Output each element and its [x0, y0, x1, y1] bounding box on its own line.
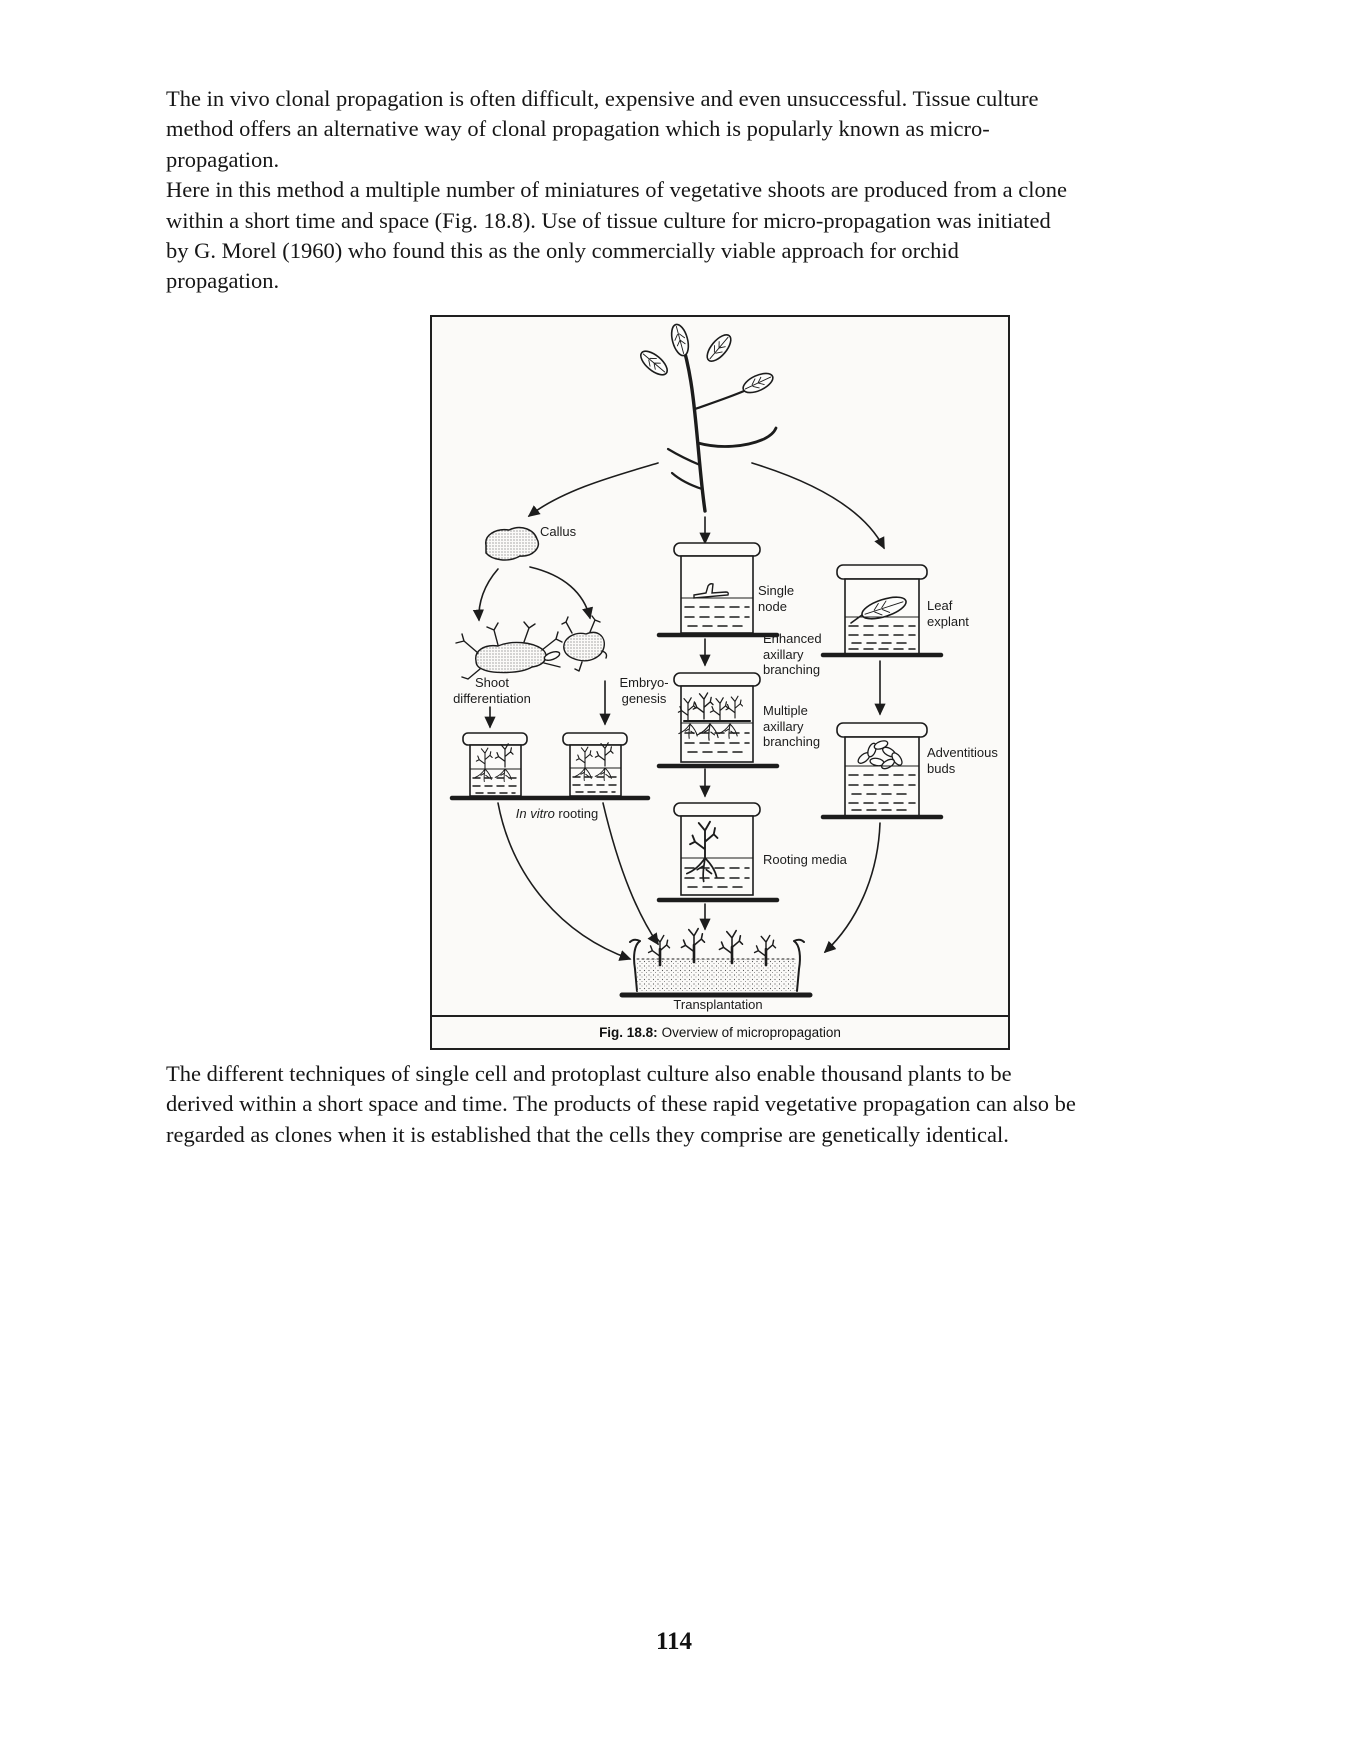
text-line: The in vivo clonal propagation is often difficult, expensive and even unsuccessful. Tissue culture: [166, 86, 1039, 111]
label-line: axillary: [763, 646, 804, 662]
label-line: Enhanced: [763, 631, 822, 646]
label-line: axillary: [763, 718, 804, 734]
label-line: genesis: [621, 690, 667, 706]
leaf-explant-jar: [823, 565, 941, 655]
in-vitro-rooting-label: [472, 806, 642, 822]
transplantation-label: Transplantation: [673, 997, 763, 1012]
transplantation-tray: [622, 929, 810, 995]
adventitious-buds-jar: [823, 723, 941, 817]
figure-caption: [432, 1015, 1008, 1048]
label-line: explant: [927, 613, 969, 629]
label-line: branching: [763, 662, 821, 677]
in-vitro-rooting-jars: [452, 733, 648, 798]
plant-shoot-drawing: [637, 323, 776, 511]
text-line: method offers an alternative way of clonal propagation which is popularly known as micro-: [166, 116, 990, 142]
text-line: propagation.: [166, 146, 280, 172]
text-line: derived within a short space and time. The products of these rapid vegetative propagation can also be: [166, 1091, 1076, 1117]
callus-label: Callus: [540, 524, 577, 539]
rooting-media-label: Rooting media: [763, 852, 847, 867]
text-line: by G. Morel (1960) who found this as the only commercially viable approach for orchid: [166, 238, 959, 264]
label-line: differentiation: [453, 690, 531, 706]
label-line: branching: [763, 734, 821, 749]
leaf-explant-label: [927, 598, 969, 629]
label-line: Leaf: [927, 598, 953, 613]
paragraph-3: [166, 1059, 1076, 1150]
label-italic-part: In vitro: [515, 806, 555, 821]
text-line: regarded as clones when it is established that the cells they comprise are genetically identical.: [166, 1121, 1009, 1147]
text-line: propagation.: [166, 268, 280, 294]
multiple-branching-label: [763, 703, 820, 750]
text-line: The different techniques of single cell and protoplast culture also enable thousand plants to be: [166, 1061, 1012, 1086]
label-line: Shoot: [475, 675, 509, 690]
label-line: node: [758, 598, 787, 614]
label-line: buds: [927, 760, 956, 776]
page-number: 114: [655, 1628, 693, 1655]
adventitious-buds-label: [927, 745, 998, 776]
single-node-label: [758, 583, 794, 614]
figure-caption-number: Fig. 18.8:: [599, 1025, 658, 1040]
figure-caption-text: Overview of micropropagation: [661, 1025, 841, 1040]
label-rest-part: rooting: [554, 806, 599, 821]
text-line: within a short time and space (Fig. 18.8). Use of tissue culture for micro-propagation was initiated: [166, 207, 1051, 233]
embryogenesis-label: [604, 675, 684, 706]
label-line: Adventitious: [927, 745, 998, 760]
embryogenesis-drawing: [562, 616, 607, 671]
label-line: Single: [758, 583, 795, 598]
label-line: Multiple: [763, 703, 808, 718]
figure-18-8: [430, 315, 1010, 1050]
label-line: Embryo-: [619, 675, 669, 690]
rooting-media-jar: [659, 803, 777, 900]
paragraph-1: [166, 84, 1067, 297]
micropropagation-diagram: [432, 317, 1008, 1015]
enhanced-branching-label: [763, 631, 822, 678]
shoot-differentiation-drawing: [456, 622, 562, 679]
text-line: Here in this method a multiple number of miniatures of vegetative shoots are produced from a clone: [166, 177, 1067, 203]
callus-drawing: [486, 528, 539, 560]
shoot-differentiation-label: [432, 675, 552, 706]
